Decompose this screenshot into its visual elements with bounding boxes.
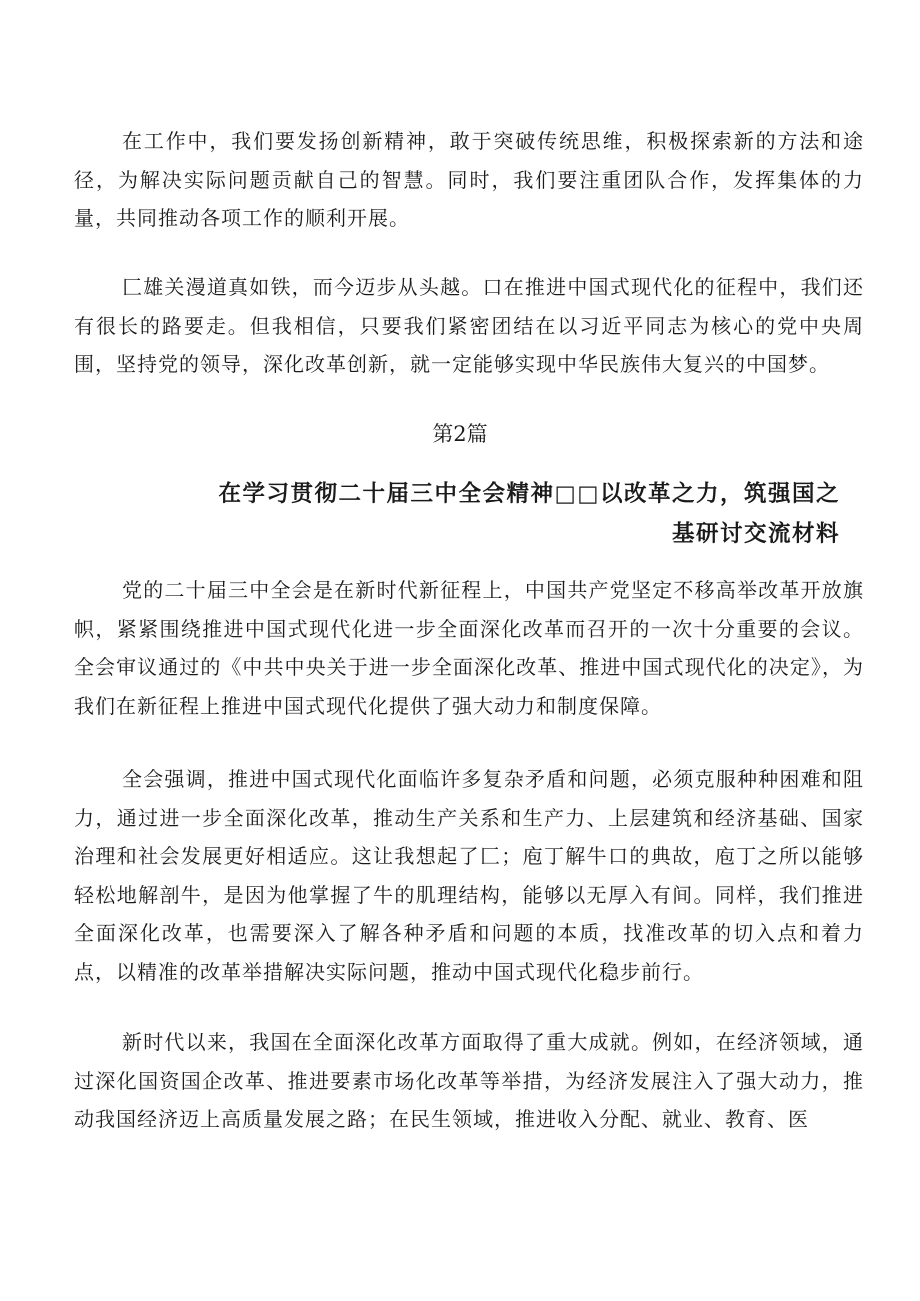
title-line-2: 基研讨交流材料: [671, 521, 840, 547]
section-label: 第2篇: [432, 422, 488, 446]
document-title: [150, 474, 840, 554]
paragraph-plenum-intro: 党的二十届三中全会是在新时代新征程上，中国共产党坚定不移高举改革开放旗帜，紧紧围绕推进中国式现代化进一步全面深化改革而召开的一次十分重要的会议。全会审议通过的《中共中央关于进一步全面深化改革、推进中国式现代化的决定》，为我们在新征程上推进中国式现代化提供了强大动力和制度保障。: [74, 578, 864, 718]
paragraph-innovation: 在工作中，我们要发扬创新精神，敢于突破传统思维，积极探索新的方法和途径，为解决实际问题贡献自己的智慧。同时，我们要注重团队合作，发挥集体的力量，共同推动各项工作的顺利开展。: [74, 129, 864, 230]
paragraph-rejuvenation: 匚雄关漫道真如铁，而今迈步从头越。口在推进中国式现代化的征程中，我们还有很长的路要走。但我相信，只要我们紧密团结在以习近平同志为核心的党中央周围，坚持党的领导，深化改革创新，就一定能够实现中华民族伟大复兴的中国梦。: [74, 275, 864, 376]
paragraph-achievements: 新时代以来，我国在全面深化改革方面取得了重大成就。例如，在经济领域，通过深化国资国企改革、推进要素市场化改革等举措，为经济发展注入了强大动力，推动我国经济迈上高质量发展之路；在民生领域，推进收入分配、就业、教育、医: [74, 1030, 864, 1131]
title-line-1: 在学习贯彻二十届三中全会精神□□以改革之力，筑强国之: [218, 481, 840, 507]
paragraph-plenum-emphasis: 全会强调，推进中国式现代化面临许多复杂矛盾和问题，必须克服种种困难和阻力，通过进一步全面深化改革，推动生产关系和生产力、上层建筑和经济基础、国家治理和社会发展更好相适应。这让我想起了匚；庖丁解牛口的典故，庖丁之所以能够轻松地解剖牛，是因为他掌握了牛的肌理结构，能够以无厚入有间。同样，我们推进全面深化改革，也需要深入了解各种矛盾和问题的本质，找准改革的切入点和着力点，以精准的改革举措解决实际问题，推动中国式现代化稳步前行。: [74, 767, 864, 984]
